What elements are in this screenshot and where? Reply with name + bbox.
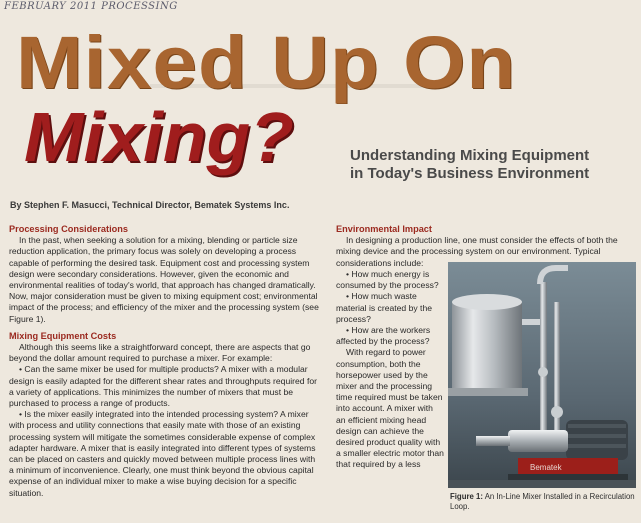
title-line-2: Mixing? bbox=[24, 98, 294, 176]
env-bullet-2: • How much waste material is created by the process? bbox=[336, 291, 433, 324]
title-line-1: Mixed Up On bbox=[16, 21, 517, 104]
env-bullet-1: • How much energy is consumed by the process? bbox=[336, 269, 439, 291]
costs-intro: Although this seems like a straightforward concept, there are aspects that go beyond the dollar amount required to purchase a mixer. For example: bbox=[9, 342, 311, 364]
env-body: With regard to power consumption, both the horsepower used by the mixer and the processing time required must be taken into account. A mixer with an efficient mixing head design can achieve the desired product quality with a smaller electric motor than that required by a less bbox=[336, 347, 444, 470]
subtitle-line-1: Understanding Mixing Equipment bbox=[350, 147, 590, 164]
mixer-illustration bbox=[448, 262, 636, 488]
costs-heading: Mixing Equipment Costs bbox=[9, 330, 117, 341]
costs-bullet-1: • Can the same mixer be used for multiple products? A mixer with a modular design is easily adapted for the different shear rates and throughputs required for a variety of applications. This minimizes the number of mixers that must be purchased to process a range of products. bbox=[9, 364, 317, 409]
right-column-narrow bbox=[336, 269, 444, 471]
processing-heading: Processing Considerations bbox=[9, 224, 128, 234]
subtitle bbox=[350, 147, 630, 183]
subtitle-line-2: in Today's Business Environment bbox=[350, 165, 590, 182]
env-intro: In designing a production line, one must consider the effects of both the mixing device and the processing system on our environment. Typical considerations include: bbox=[336, 235, 618, 268]
costs-bullet-2: • Is the mixer easily integrated into the intended processing system? A mixer with process and utility connections that easily mate with those of an existing processing system will mitigate the sometimes considerable expense of complex adapter hardware. A mixer that is easily integrated into different types of systems can be placed on casters and quickly moved between multiple process lines with a minimum of inconvenience. Clearly, one must think beyond the obvious capital expense of an individual mixer to make a wise buying decision for a specific situation. bbox=[9, 409, 316, 498]
caption-label: Figure 1: bbox=[450, 492, 483, 501]
byline: By Stephen F. Masucci, Technical Director, Bematek Systems Inc. bbox=[10, 200, 290, 210]
mixer-photo bbox=[448, 262, 636, 488]
photo-brand-label: Bematek bbox=[530, 463, 562, 472]
caption-text: An In-Line Mixer Installed in a Recirculation Loop. bbox=[450, 492, 635, 511]
left-column bbox=[9, 224, 321, 499]
handwritten-note: FEBRUARY 2011 PROCESSING bbox=[4, 1, 178, 12]
env-bullet-3: • How are the workers affected by the process? bbox=[336, 325, 431, 347]
figure-caption bbox=[450, 492, 636, 512]
env-heading: Environmental Impact bbox=[336, 224, 432, 234]
processing-body: In the past, when seeking a solution for a mixing, blending or particle size reduction application, the primary focus was solely on developing a process capable of performing the desired task. Equipment cost and processing system design were secondary considerations. However, given the economic and environmental realities of today's world, that approach has changed dramatically. Now, major consideration must be given to mixing equipment cost; environmental impact of the process; and efficiency of the mixer and the processing system (see Figure 1). bbox=[9, 235, 319, 324]
